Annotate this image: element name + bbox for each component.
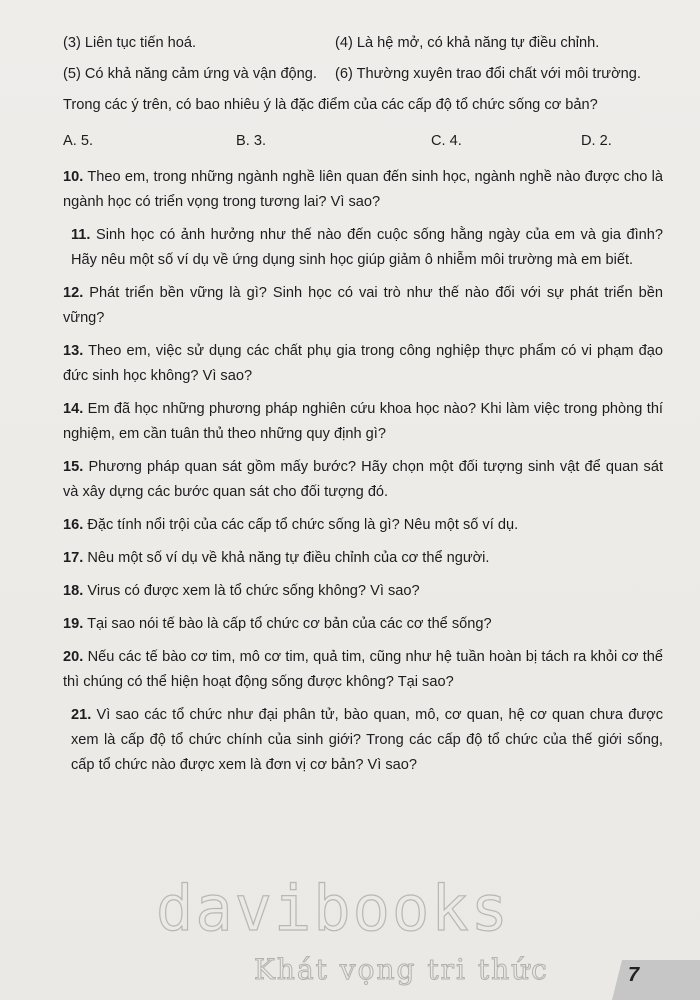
question-number: 16.: [63, 517, 84, 533]
question-text: Phát triển bền vững là gì? Sinh học có vai trò như thế nào đối với sự phát triển bền vững?: [63, 285, 663, 326]
question-text: Virus có được xem là tổ chức sống không? Vì sao?: [83, 583, 420, 599]
question-text: Theo em, trong những ngành nghề liên quan đến sinh học, ngành nghề nào được cho là ngành học có triển vọng trong tương lai? Vì sao?: [63, 169, 663, 210]
statement-4: (4) Là hệ mở, có khả năng tự điều chỉnh.: [335, 35, 600, 51]
question-number: 10.: [63, 169, 84, 185]
question-text: Sinh học có ảnh hưởng như thế nào đến cuộc sống hằng ngày của em và gia đình? Hãy nêu một số ví dụ về ứng dụng sinh học giúp giảm ô nhiễm môi trường mà em biết.: [71, 227, 663, 268]
question-18: [63, 579, 663, 604]
question-21: [63, 703, 663, 778]
question-number: 11.: [71, 227, 91, 243]
question-14: [63, 397, 663, 447]
question-16: [63, 513, 663, 538]
question-17: [63, 546, 663, 571]
option-c: C. 4.: [431, 132, 462, 149]
question-text: Vì sao các tổ chức như đại phân tử, bào quan, mô, cơ quan, hệ cơ quan chưa được xem là cấp độ tổ chức chính của sinh giới? Trong các cấp độ tổ chức của thế giới sống, cấp tổ chức nào được xem là đơn vị cơ bản? Vì sao?: [71, 707, 663, 773]
question-9-stem: Trong các ý trên, có bao nhiêu ý là đặc điểm của các cấp độ tổ chức sống cơ bản?: [63, 97, 598, 113]
option-a: A. 5.: [63, 132, 94, 149]
question-10: [63, 165, 663, 215]
question-number: 21.: [71, 707, 92, 723]
question-13: [63, 339, 663, 389]
question-number: 19.: [63, 616, 84, 632]
publisher-tagline: Khát vọng tri thức: [254, 953, 549, 986]
question-text: Nếu các tế bào cơ tim, mô cơ tim, quả tim, cũng như hệ tuần hoàn bị tách ra khỏi cơ thể thì chúng có thể hiện hoạt động sống được không? Tại sao?: [63, 649, 663, 690]
question-text: Đặc tính nổi trội của các cấp tổ chức sống là gì? Nêu một số ví dụ.: [83, 517, 519, 533]
page-number-tab: [612, 960, 700, 1000]
question-15: [63, 455, 663, 505]
question-number: 17.: [63, 550, 84, 566]
question-text: Theo em, việc sử dụng các chất phụ gia trong công nghiệp thực phẩm có vi phạm đạo đức sinh học không? Vì sao?: [63, 343, 663, 384]
question-text: Tại sao nói tế bào là cấp tổ chức cơ bản của các cơ thể sống?: [83, 616, 492, 632]
question-text: Phương pháp quan sát gồm mấy bước? Hãy chọn một đối tượng sinh vật để quan sát và xây dựng các bước quan sát cho đối tượng đó.: [63, 459, 663, 500]
question-12: [63, 281, 663, 331]
question-number: 18.: [63, 583, 84, 599]
statement-5: (5) Có khả năng cảm ứng và vận động.: [63, 66, 317, 82]
statement-3: (3) Liên tục tiến hoá.: [63, 35, 197, 51]
question-number: 14.: [63, 401, 84, 417]
question-20: [63, 645, 663, 695]
question-number: 13.: [63, 343, 84, 359]
page-number: 7: [628, 964, 640, 986]
question-number: 12.: [63, 285, 84, 301]
question-19: [63, 612, 663, 637]
publisher-watermark: davibooks: [156, 872, 510, 945]
question-text: Nêu một số ví dụ về khả năng tự điều chỉnh của cơ thể người.: [83, 550, 490, 566]
statement-row-1: [63, 28, 663, 59]
page-content: [63, 28, 663, 786]
statement-row-2: [63, 59, 663, 90]
question-number: 15.: [63, 459, 84, 475]
question-text: Em đã học những phương pháp nghiên cứu khoa học nào? Khi làm việc trong phòng thí nghiệm, em cần tuân thủ theo những quy định gì?: [63, 401, 663, 442]
option-d: D. 2.: [581, 132, 612, 149]
answer-options: [63, 121, 663, 161]
option-b: B. 3.: [236, 132, 267, 149]
question-number: 20.: [63, 649, 84, 665]
statement-6: (6) Thường xuyên trao đổi chất với môi trường.: [335, 66, 641, 82]
question-11: [63, 223, 663, 273]
